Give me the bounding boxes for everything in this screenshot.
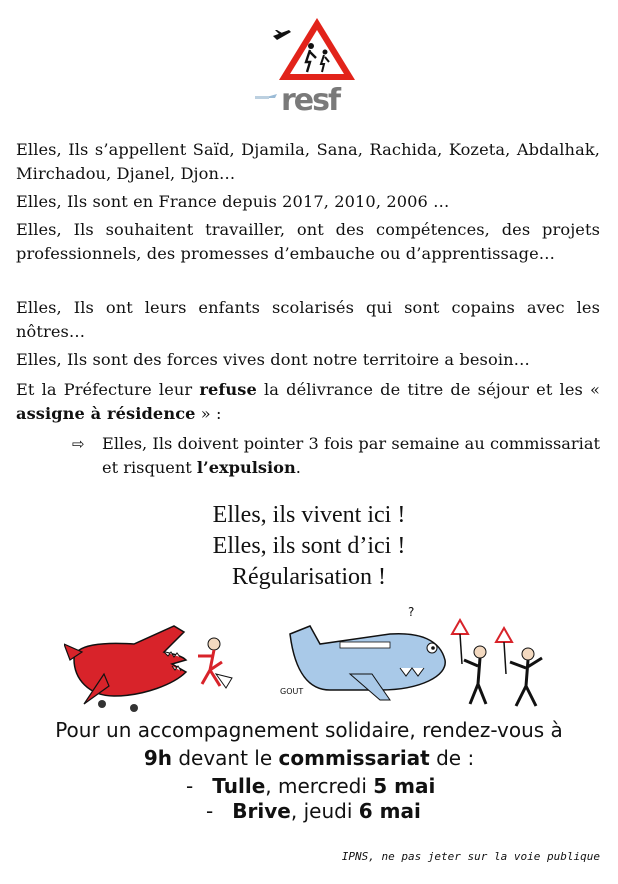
bullet-expulsion: ⇨ Elles, Ils doivent pointer 3 fois par semaine au commissariat et risquent l’expulsion. [72, 434, 600, 477]
meeting-tulle: - Tulle, mercredi 5 mai [186, 774, 436, 798]
svg-text:GOUT: GOUT [280, 687, 304, 696]
paragraph-dates: Elles, Ils sont en France depuis 2017, 2010, 2006 … [16, 192, 450, 211]
assigne-text: assigne à résidence [16, 404, 196, 423]
slogan-line-3: Régularisation ! [232, 564, 386, 590]
resf-logo [255, 14, 365, 114]
refuse-text: refuse [199, 380, 257, 399]
protesters-group [452, 620, 542, 706]
slogan-line-1: Elles, ils vivent ici ! [212, 502, 406, 528]
paragraph-children: Elles, Ils ont leurs enfants scolarisés qui sont copains avec les nôtres… [16, 298, 600, 341]
svg-text:?: ? [408, 605, 415, 619]
paragraph-names: Elles, Ils s’appellent Saïd, Djamila, Sana, Rachida, Kozeta, Abdalhak, Mirchadou, Djanel, Djon… [16, 140, 600, 183]
meeting-line-2: 9h devant le commissariat de : [143, 746, 475, 770]
meeting-brive: - Brive, jeudi 6 mai [206, 799, 421, 823]
meeting-line-1: Pour un accompagnement solidaire, rendez-vous à [55, 718, 563, 742]
airplane-icon [273, 30, 291, 40]
paragraph-prefecture: Et la Préfecture leur refuse la délivrance de titre de séjour et les « assigne à résidence » : [16, 380, 600, 423]
slogan-line-2: Elles, ils sont d’ici ! [212, 533, 406, 559]
paragraph-skills: Elles, Ils souhaitent travailler, ont des compétences, des projets professionnels, des promesses d’embauche ou d’apprentissage… [16, 220, 600, 263]
red-shark-airplane-illustration [64, 604, 244, 722]
expulsion-text: l’expulsion [196, 458, 296, 477]
logo-text: resf [281, 83, 340, 114]
arrow-right-icon: ⇨ [72, 435, 85, 453]
footer-ipns: IPNS, ne pas jeter sur la voie publique [341, 850, 600, 863]
blue-airplane-protest-illustration [280, 604, 570, 714]
paragraph-forces: Elles, Ils sont des forces vives dont notre territoire a besoin… [16, 350, 530, 369]
